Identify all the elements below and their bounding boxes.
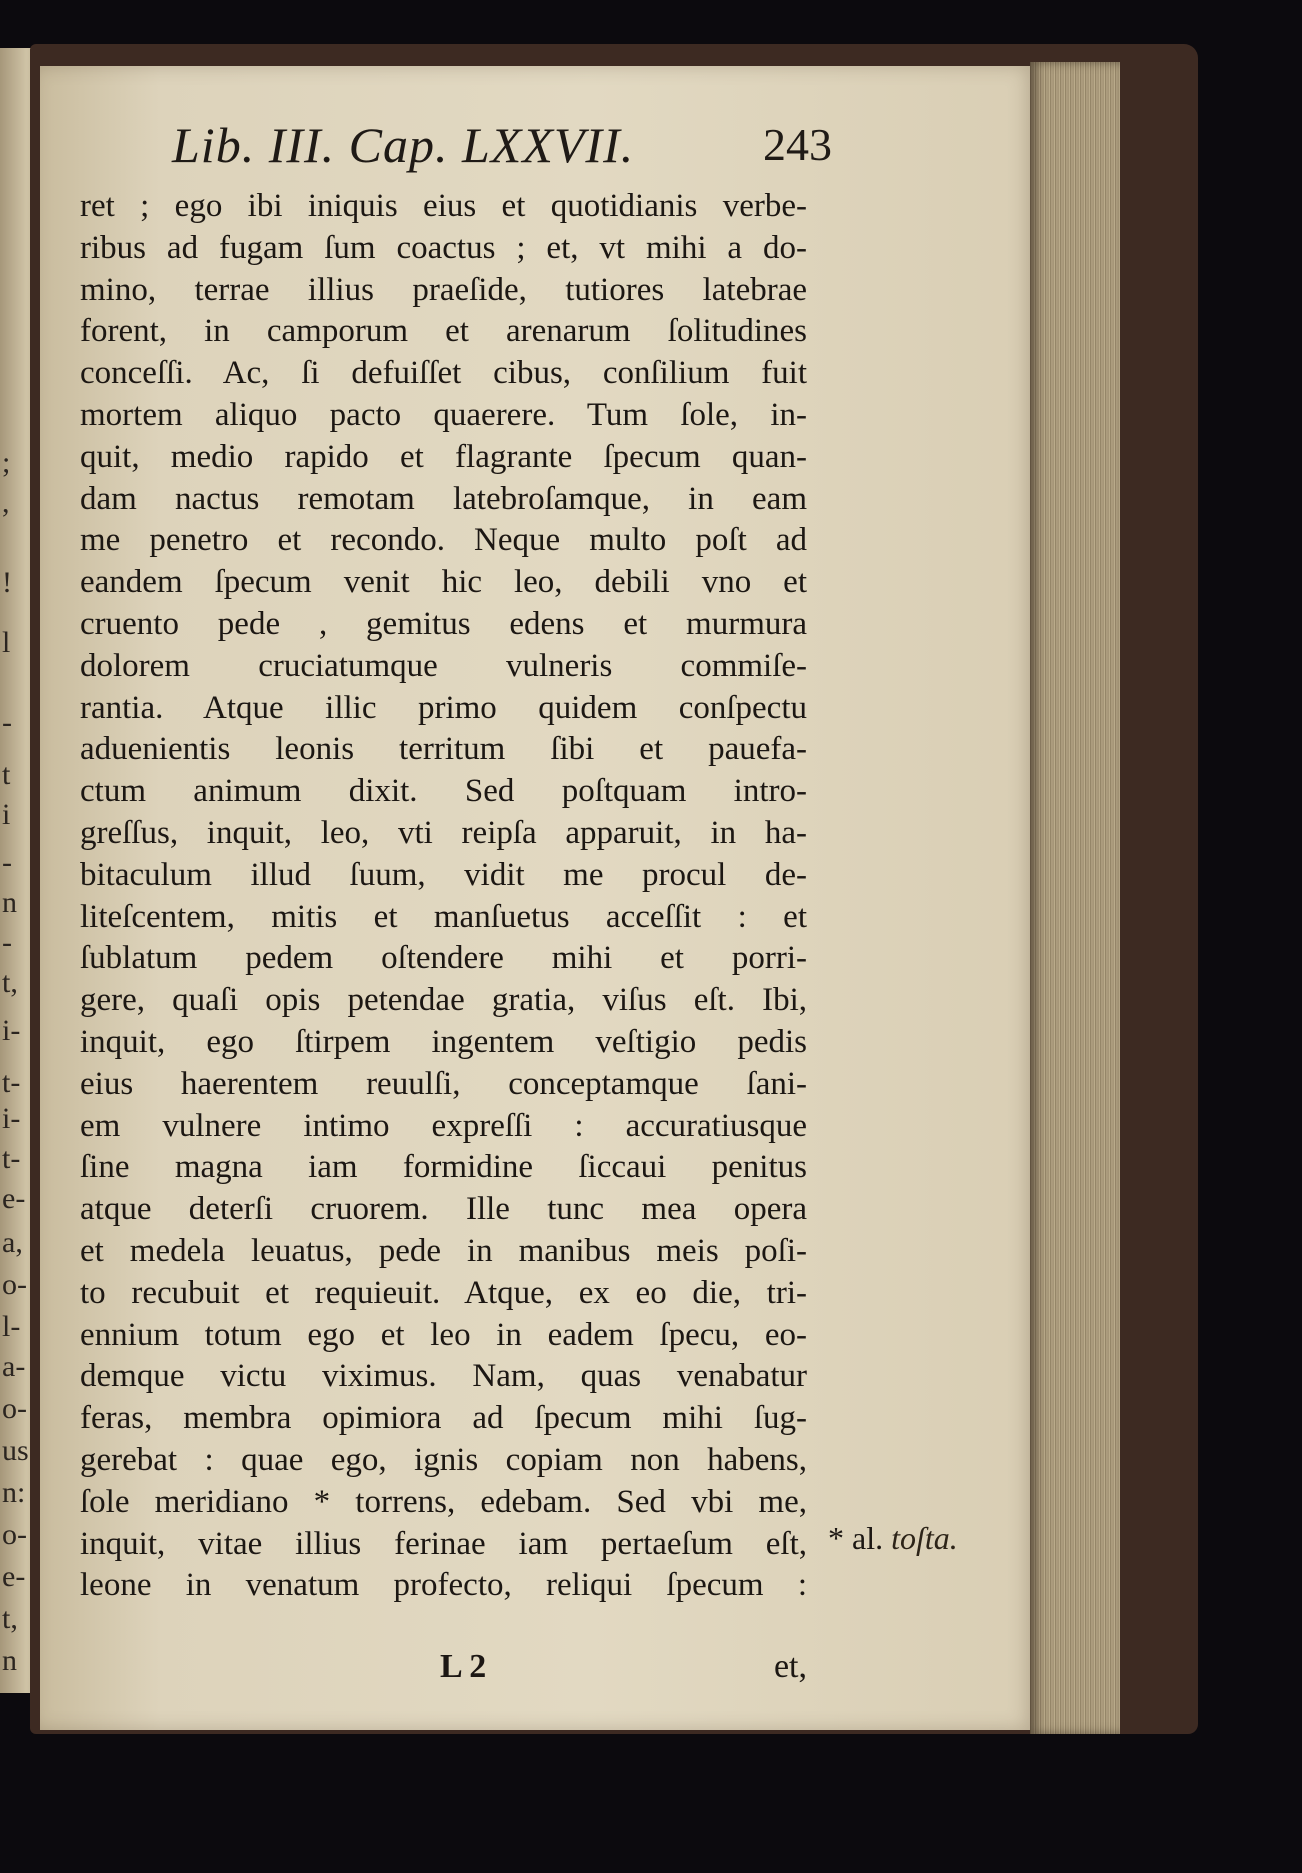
text-line: liteſcentem, mitis et manſuetus acceſſit : et [80,898,807,935]
prev-page-fragment: t- [2,1142,21,1175]
text-line: atque deterſi cruorem. Ille tunc mea opera [80,1191,807,1228]
prev-page-fragment: o- [2,1268,27,1301]
text-line: demque victu viximus. Nam, quas venabatur [80,1358,807,1395]
text-line: ſole meridiano * torrens, edebam. Sed vbi me, [80,1483,807,1520]
text-line: rantia. Atque illic primo quidem conſpectu [80,689,807,726]
text-line: eius haerentem reuulſi, conceptamque ſani- [80,1065,807,1102]
text-line: inquit, ego ſtirpem ingentem veſtigio pedis [80,1023,807,1060]
prev-page-fragment: - [2,926,12,959]
text-line: em vulnere intimo expreſſi : accuratiusque [80,1107,807,1144]
text-line: leone in venatum profecto, reliqui ſpecum : [80,1567,807,1604]
prev-page-fragment: i [2,798,11,831]
prev-page-fragment: n [2,1644,17,1677]
page-stack-edge [1030,62,1120,1734]
text-line: et medela leuatus, pede in manibus meis poſi- [80,1232,807,1269]
handwritten-annotation: toſta. [891,1520,958,1556]
prev-page-fragment: e- [2,1560,26,1593]
page-number: 243 [763,119,832,170]
prev-page-fragment: ; [2,446,11,479]
prev-page-fragment: i- [2,1102,21,1135]
text-line: greſſus, inquit, leo, vti reipſa apparuit, in ha- [80,814,807,851]
page-footer [80,1648,807,1692]
text-line: ennium totum ego et leo in eadem ſpecu, eo- [80,1316,807,1353]
text-line: me penetro et recondo. Neque multo poſt ad [80,522,807,559]
text-line: forent, in camporum et arenarum ſolitudines [80,313,807,350]
prev-page-fragment: - [2,846,12,879]
prev-page-fragment: a, [2,1226,23,1259]
text-line: dam nactus remotam latebroſamque, in eam [80,480,807,517]
prev-page-fragment: o- [2,1392,27,1425]
text-line: gerebat : quae ego, ignis copiam non habens, [80,1441,807,1478]
body-text [80,186,807,1607]
chapter-heading: Lib. III. Cap. LXXVII. [172,117,635,173]
prev-page-fragment: t, [2,1602,18,1635]
prev-page-fragment: o- [2,1518,27,1551]
prev-page-fragment: ! [2,566,12,599]
text-line: dolorem cruciatumque vulneris commiſe- [80,647,807,684]
prev-page-fragment: , [2,486,10,519]
prev-page-fragment: t, [2,966,18,999]
prev-page-fragment: i- [2,1014,21,1047]
text-line: cruento pede , gemitus edens et murmura [80,605,807,642]
text-line: eandem ſpecum venit hic leo, debili vno et [80,564,807,601]
prev-page-fragment: l- [2,1310,21,1343]
prev-page-fragment: t- [2,1066,21,1099]
text-line: mino, terrae illius praeſide, tutiores latebrae [80,271,807,308]
marginal-note [828,1520,958,1557]
prev-page-fragment: n: [2,1476,26,1509]
marginal-note-marker: * al. [828,1520,884,1556]
text-line: ctum animum dixit. Sed poſtquam intro- [80,773,807,810]
text-line: conceſſi. Ac, ſi defuiſſet cibus, conſilium fuit [80,355,807,392]
catchword: et, [773,1648,807,1685]
text-line: quit, medio rapido et flagrante ſpecum quan- [80,438,807,475]
text-line: mortem aliquo pacto quaerere. Tum ſole, in- [80,396,807,433]
prev-page-fragment: - [2,706,12,739]
prev-page-fragment: e- [2,1182,26,1215]
text-line: to recubuit et requieuit. Atque, ex eo die, tri- [80,1274,807,1311]
signature-mark: L 2 [440,1648,487,1685]
text-line: ſublatum pedem oſtendere mihi et porri- [80,940,807,977]
running-head [172,116,832,176]
text-line: ſine magna iam formidine ſiccaui penitus [80,1149,807,1186]
prev-page-fragment: t [2,758,11,791]
text-line: feras, membra opimiora ad ſpecum mihi ſug- [80,1400,807,1437]
text-line: ret ; ego ibi iniquis eius et quotidianis verbe- [80,188,807,224]
prev-page-fragment: l [2,626,11,659]
text-line: aduenientis leonis territum ſibi et pauefa- [80,731,807,768]
text-line: ribus ad fugam ſum coactus ; et, vt mihi a do- [80,229,807,266]
prev-page-fragment: us [2,1434,29,1467]
prev-page-fragment: n [2,886,17,919]
text-line: inquit, vitae illius ferinae iam pertaeſum eſt, [80,1525,807,1562]
prev-page-fragment: a- [2,1350,26,1383]
text-line: bitaculum illud ſuum, vidit me procul de- [80,856,807,893]
text-line: gere, quaſi opis petendae gratia, viſus eſt. Ibi, [80,982,807,1019]
